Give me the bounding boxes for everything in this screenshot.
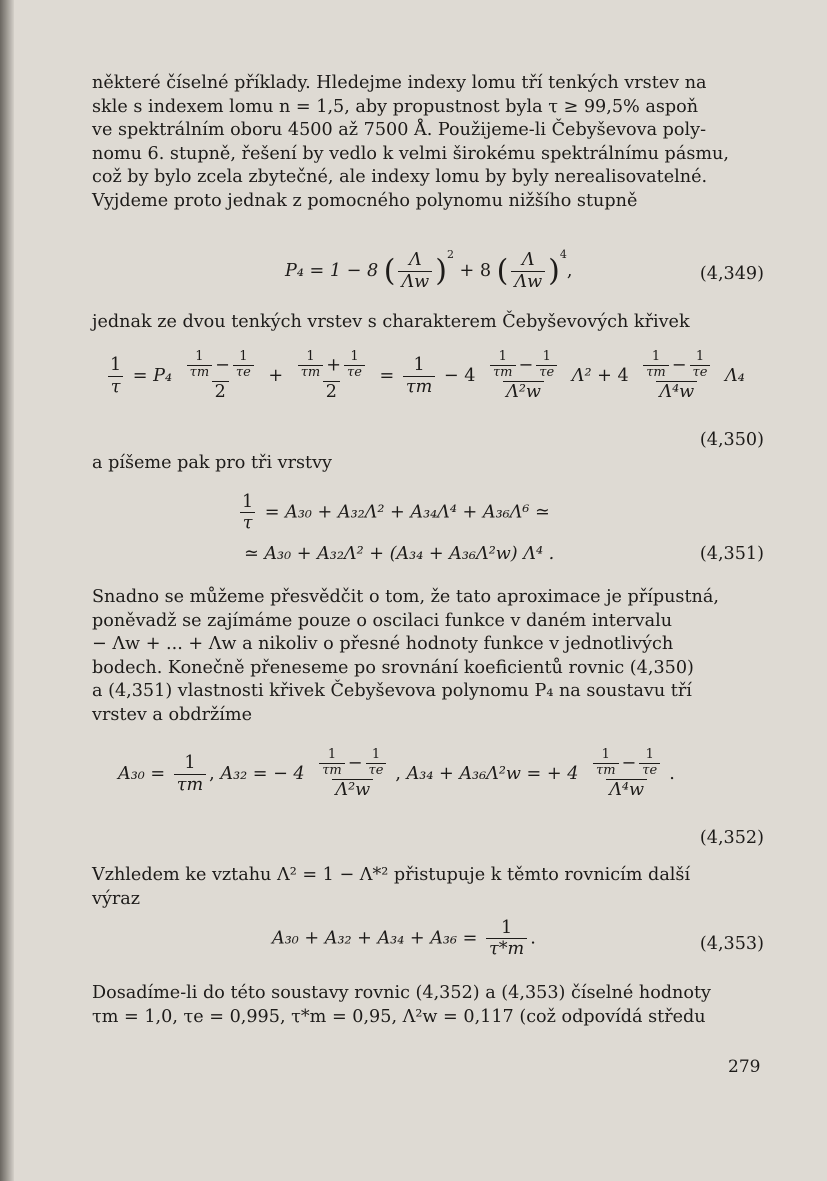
text-line: bodech. Konečně přeneseme po srovnání koeficientů rovnic (4,350) [92, 657, 694, 678]
text-line: τm = 1,0, τe = 0,995, τ*m = 0,95, Λ²w = 0,117 (což odpovídá středu [92, 1006, 706, 1027]
eq350-frac-lw2: $\frac{1}{\tau m}$ − $\frac{1}{\tau e}$ Λ²w [484, 350, 563, 402]
page-number: 279 [728, 1057, 761, 1077]
text-line: Dosadíme-li do této soustavy rovnic (4,352) a (4,353) číselné hodnoty [92, 983, 711, 1003]
eq353-frac: $\frac{1}{\tau*m}$ [486, 918, 527, 959]
eq349-mid: + 8 [459, 261, 492, 281]
eq349-frac1: $\frac{\Lambda}{\Lambda w}$ [398, 250, 432, 291]
text-line: Snadno se můžeme přesvědčit o tom, že tato aproximace je přípustná, [92, 587, 719, 607]
equation-number: (4,351) [699, 544, 764, 564]
text-line: některé číselné příklady. Hledejme indexy lomu tří tenkých vrstev na [92, 73, 707, 93]
eq351-lhs-frac: $\frac{1}{\tau}$ [239, 492, 256, 533]
equation-4-351-line2: ≃ A₃₀ + A₃₂Λ² + (A₃₄ + A₃₆Λ²w) Λ⁴ . [244, 544, 555, 564]
text-line: ve spektrálním oboru 4500 až 7500 Å. Použijeme-li Čebyševova poly- [92, 120, 707, 140]
equation-number: (4,352) [699, 828, 764, 848]
eq352-frac-lw4: $\frac{1}{\tau m}$ − $\frac{1}{\tau e}$ Λ⁴w [587, 748, 666, 800]
last-paragraph [92, 982, 764, 1029]
text-line: jednak ze dvou tenkých vrstev s charakterem Čebyševových křivek [92, 312, 690, 332]
equation-number: (4,350) [699, 430, 764, 450]
text-line: skle s indexem lomu n = 1,5, aby propustnost byla τ ≥ 99,5% aspoň [92, 96, 699, 117]
equation-4-351-line1: $\frac{1}{\tau}$ = A₃₀ + A₃₂Λ² + A₃₄Λ⁴ + A₃₆Λ⁶ ≃ [236, 492, 636, 533]
text-line: a píšeme pak pro tři vrstvy [92, 453, 332, 473]
eq352-frac-tm: $\frac{1}{\tau m}$ [174, 753, 206, 794]
text-line: a (4,351) vlastnosti křivek Čebyševova polynomu P₄ na soustavu tří [92, 681, 692, 701]
eq352-frac-lw2: $\frac{1}{\tau m}$ − $\frac{1}{\tau e}$ Λ²w [313, 748, 392, 800]
text-line: vrstev a obdržíme [92, 704, 252, 725]
equation-4-349: P₄ = 1 − 8 ( $\frac{\Lambda}{\Lambda w}$ )$^2$ + 8 ( $\frac{\Lambda}{\Lambda w}$ )$^4$, [285, 248, 573, 292]
equation-4-350: $\frac{1}{\tau}$ = P₄ $\frac{1}{\tau m}$ − $\frac{1}{\tau e}$ 2 + $\frac{1}{\tau m}$ + $\frac{1}{\tau e}$ 2 = $\frac{1}{\tau m}$ − 4 $\frac{1}{\tau m}$ − $\frac{1}{\tau e}$ Λ²w Λ² + 4 $\frac{1}{\tau m}$ − $\frac{1}{\tau e}$ Λ⁴w Λ₄ [104, 350, 764, 402]
text-line: − Λw + ... + Λw a nikoliv o přesné hodnoty funkce v jednotlivých [92, 634, 674, 654]
intro-paragraph [92, 72, 764, 213]
equation-4-353: A₃₀ + A₃₂ + A₃₄ + A₃₆ = $\frac{1}{\tau*m}$ . [272, 918, 536, 960]
eq350-frac-sum: $\frac{1}{\tau m}$ + $\frac{1}{\tau e}$ 2 [292, 350, 371, 402]
eq349-lhs: P₄ = 1 − 8 [285, 261, 379, 281]
equation-4-352: A₃₀ = $\frac{1}{\tau m}$ , A₃₂ = − 4 $\frac{1}{\tau m}$ − $\frac{1}{\tau e}$ Λ²w , A₃₄ + A₃₆Λ²w = + 4 $\frac{1}{\tau m}$ − $\frac{1}{\tau e}$ Λ⁴w . [118, 747, 675, 800]
eq350-frac-lw4: $\frac{1}{\tau m}$ − $\frac{1}{\tau e}$ Λ⁴w [637, 350, 716, 402]
eq350-lhs-frac: $\frac{1}{\tau}$ [107, 355, 124, 396]
text-line: nomu 6. stupně, řešení by vedlo k velmi širokému spektrálnímu pásmu, [92, 143, 729, 164]
after-352-paragraph [92, 864, 764, 911]
middle-paragraph [92, 586, 764, 727]
text-line: Vzhledem ke vztahu Λ² = 1 − Λ*² přistupuje k těmto rovnicím další [92, 865, 691, 885]
equation-number: (4,349) [699, 264, 764, 284]
text-line: poněvadž se zajímáme pouze o oscilaci funkce v daném intervalu [92, 610, 673, 631]
equation-number: (4,353) [699, 934, 764, 954]
text-line: Vyjdeme proto jednak z pomocného polynomu nižšího stupně [92, 190, 638, 211]
eq350-frac-diff: $\frac{1}{\tau m}$ − $\frac{1}{\tau e}$ 2 [181, 350, 260, 402]
eq349-frac2: $\frac{\Lambda}{\Lambda w}$ [511, 250, 545, 291]
text-line: výraz [92, 888, 141, 909]
eq350-frac-tm: $\frac{1}{\tau m}$ [403, 355, 435, 396]
text-line: což by bylo zcela zbytečné, ale indexy lomu by byly nerealisovatelné. [92, 167, 708, 187]
